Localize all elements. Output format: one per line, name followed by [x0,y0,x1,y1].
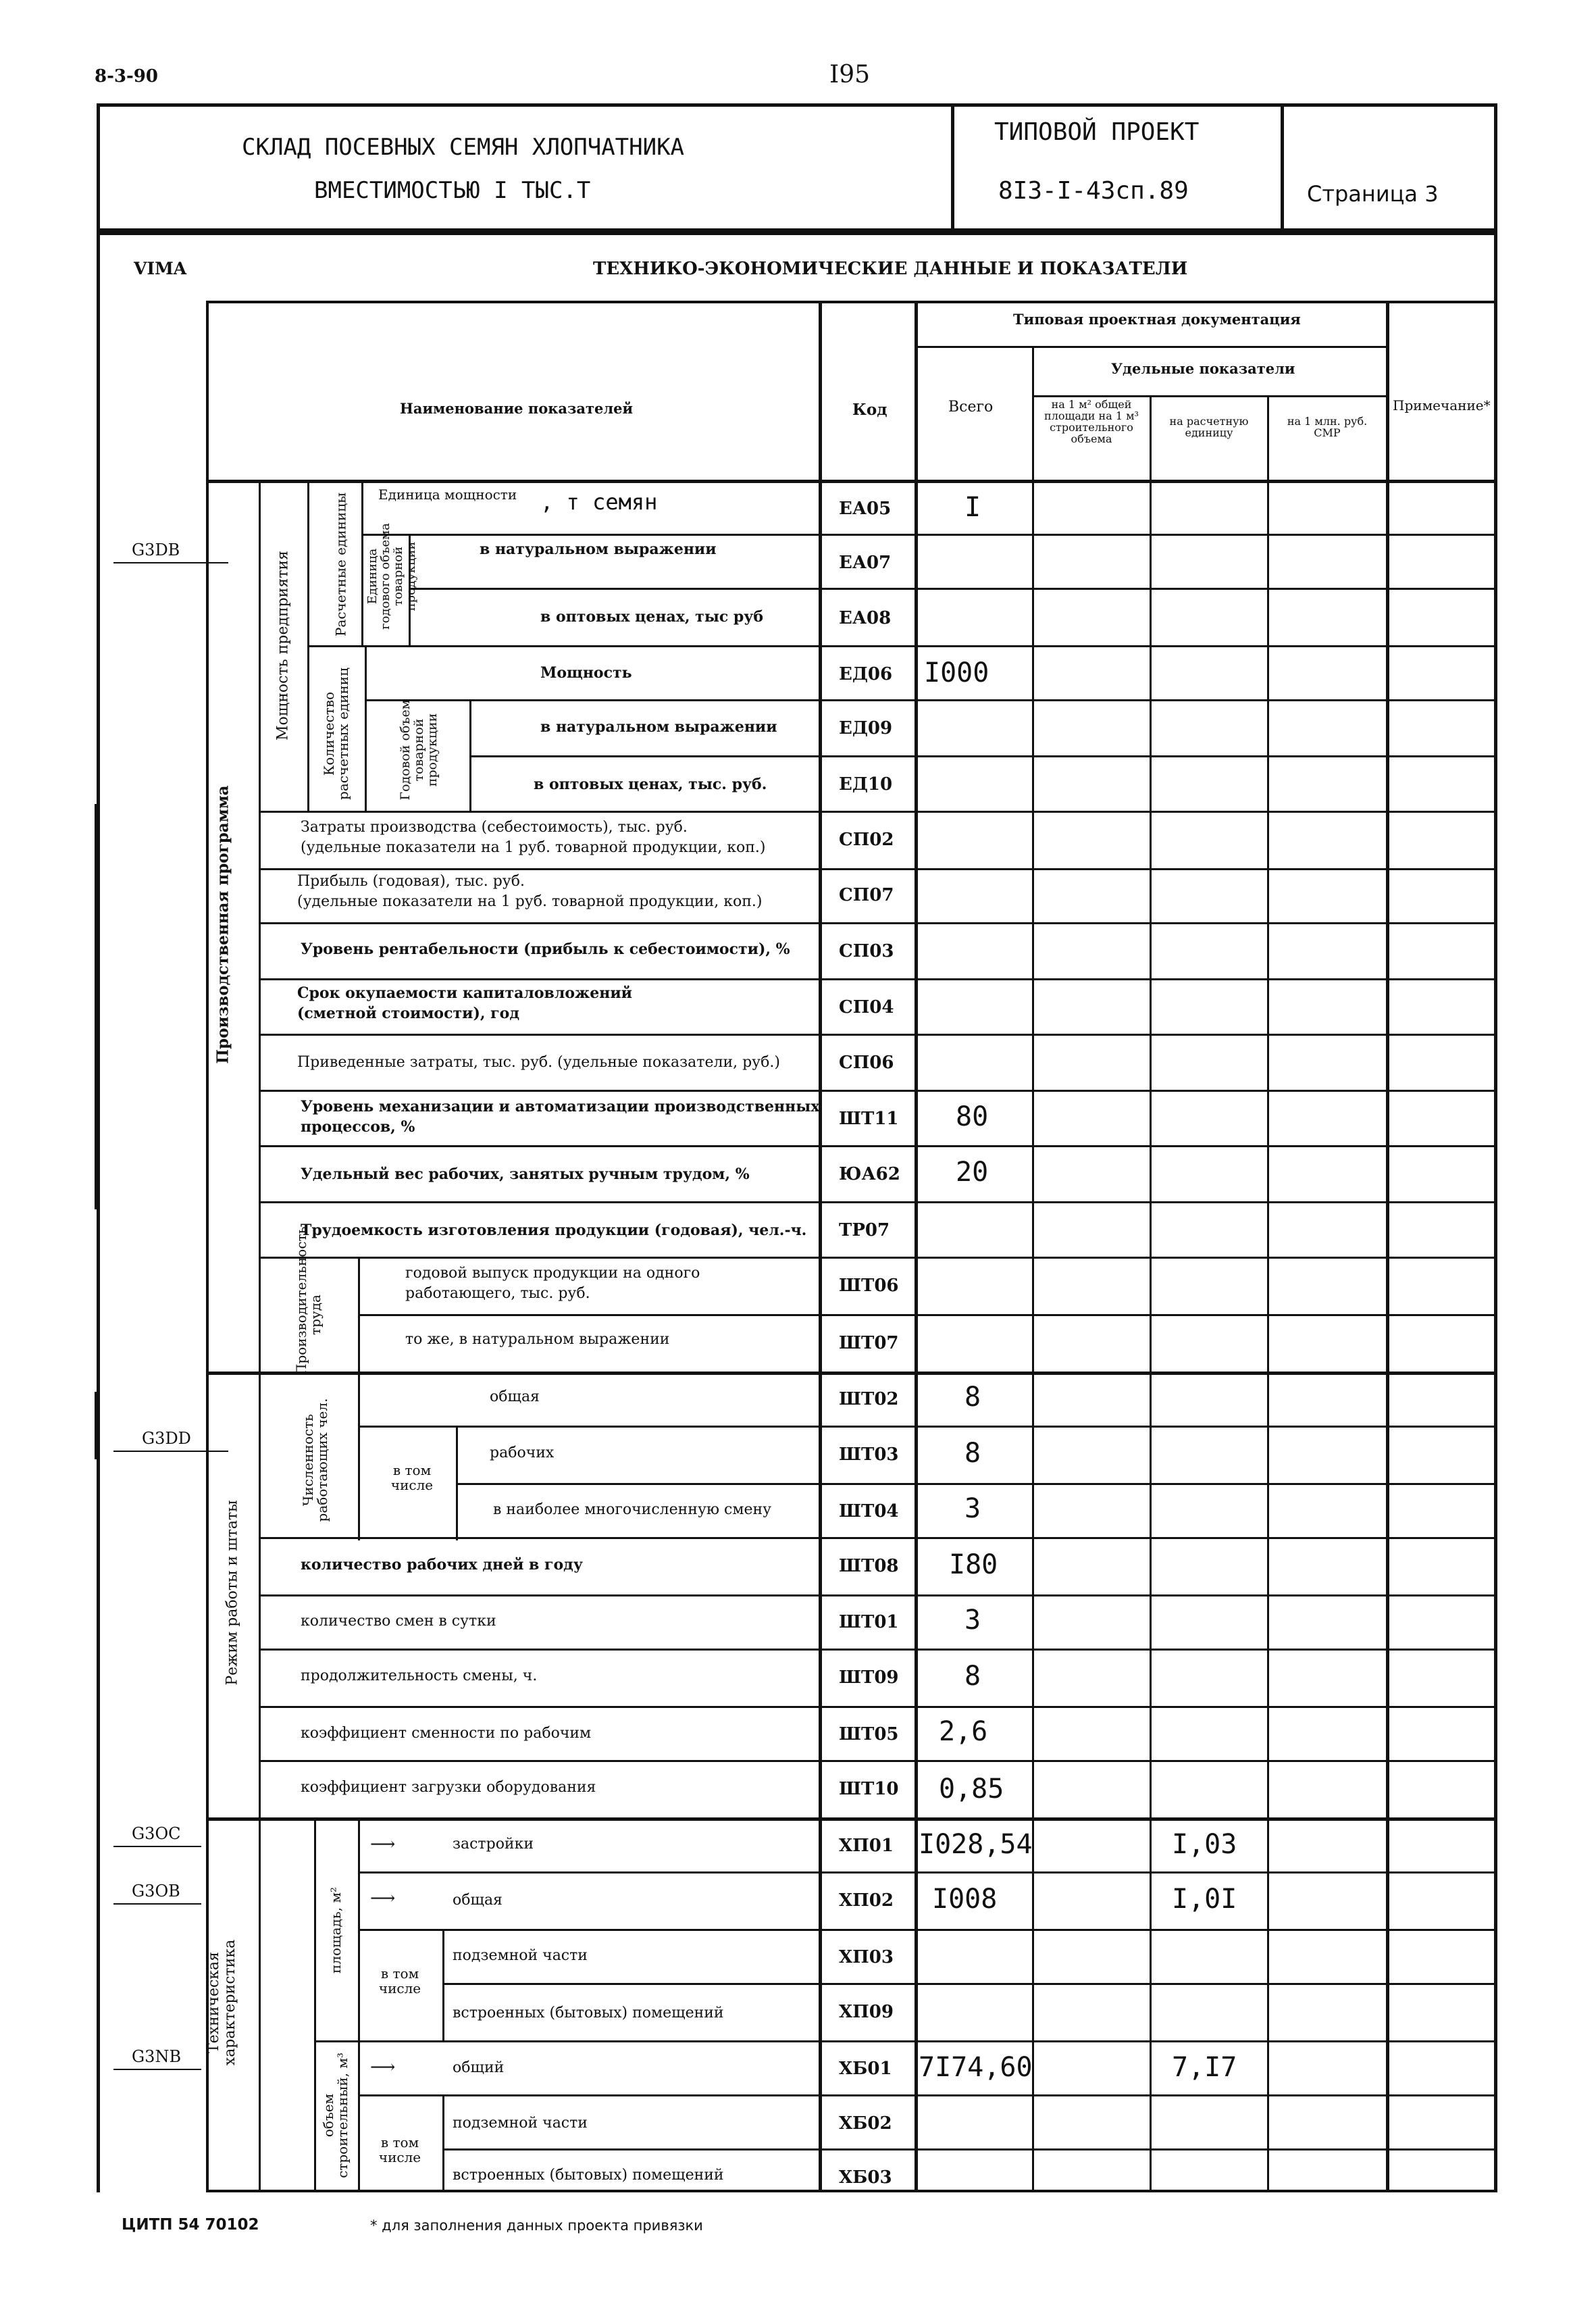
row-code: ШТ06 [839,1276,899,1296]
row-code: СП07 [839,885,894,905]
row-label: коэффициент загрузки оборудования [301,1779,596,1796]
row-code: ЕА07 [839,553,892,573]
row-label: Мощность [540,664,632,682]
row-code: ШТ08 [839,1556,899,1576]
row-label-2: работающего, тыс. руб. [405,1285,590,1302]
row-code: ХП02 [839,1890,894,1911]
row-label: Уровень рентабельности (прибыль к себестоимости), % [301,940,790,958]
row-unit: , т семян [540,489,658,515]
arrow-icon: ⟶ [370,1834,396,1855]
project-label: ТИПОВОЙ ПРОЕКТ [994,118,1200,146]
row-code: ШТ03 [839,1444,899,1465]
row-label: Срок окупаемости капиталовложений [297,984,632,1002]
row-label: то же, в натуральном выражении [405,1331,670,1348]
side-code-g3dd: G3DD [142,1429,191,1448]
row-total: 7I74,60 [919,2052,1033,2083]
row-total: 20 [956,1157,989,1188]
row-specific: 7,I7 [1172,2052,1237,2083]
row-label: в оптовых ценах, тыс руб [540,608,764,626]
row-label: Затраты производства (себестоимость), тыс. руб. [301,819,688,836]
arrow-icon: ⟶ [370,2057,396,2078]
group-capacity: Мощность предприятия [274,551,292,740]
row-code: ХП09 [839,2002,894,2022]
group-annual-unit: Единица годового объема товарной продукции [365,523,418,630]
row-code: ШТ02 [839,1389,899,1409]
project-code: 8I3-I-43сп.89 [998,177,1189,205]
row-code: ШТ05 [839,1724,899,1744]
row-total: I [964,492,981,523]
row-code: ШТ01 [839,1612,899,1632]
row-label: застройки [453,1836,534,1853]
label-incl-headcount: в том числе [390,1462,434,1493]
title-line-2: ВМЕСТИМОСТЬЮ I ТЫС.Т [314,177,591,204]
row-code: ЕД10 [839,774,893,795]
document-date: 8-3-90 [95,66,158,86]
col-per-smr-header: на 1 млн. руб. СМР [1287,415,1368,439]
row-total: I000 [924,657,989,688]
group-work-mode: Режим работы и штаты [224,1500,241,1686]
label-incl-volume: в том числе [378,2134,421,2165]
col-note-header: Примечание* [1393,397,1491,413]
row-label: в оптовых ценах, тыс. руб. [534,776,767,793]
row-code: ШТ09 [839,1667,899,1688]
label-incl-area: в том числе [378,1965,421,1996]
page-label: Страница 3 [1307,181,1439,207]
row-label: продолжительность смены, ч. [301,1667,538,1684]
row-label: встроенных (бытовых) помещений [453,2005,724,2021]
group-volume: объем строительный, м³ [320,2053,351,2178]
row-code: ХБ02 [839,2113,892,2134]
row-label: годовой выпуск продукции на одного [405,1265,700,1282]
row-label: Удельный вес рабочих, занятых ручным трудом, % [301,1165,750,1183]
row-label: рабочих [490,1444,555,1461]
title-line-1: СКЛАД ПОСЕВНЫХ СЕМЯН ХЛОПЧАТНИКА [242,134,685,161]
col-total-header: Всего [948,399,994,416]
row-specific: I,03 [1172,1829,1237,1860]
row-total: 8 [964,1661,981,1692]
col-per-area-header: на 1 м² общей площади на 1 м³ строительного объема [1044,398,1139,445]
row-total: I028,54 [919,1829,1033,1860]
side-code-g3oc: G3OC [132,1824,181,1843]
side-code-g3ob: G3OB [132,1882,180,1901]
group-labor-productivity: Производительность труда [293,1226,324,1376]
row-total: I80 [949,1549,998,1580]
row-code: ШТ04 [839,1501,899,1521]
row-code: СП03 [839,941,894,961]
row-code: СП02 [839,830,894,850]
col-doc-header: Типовая проектная документация [1013,311,1301,328]
row-label-2: процессов, % [301,1118,415,1136]
row-total: 8 [964,1382,981,1413]
row-total: 0,85 [939,1774,1004,1805]
footnote: * для заполнения данных проекта привязки [370,2217,703,2234]
row-code: ЕД06 [839,664,893,684]
row-label: Прибыль (годовая), тыс. руб. [297,873,525,890]
col-per-unit-header: на расчетную единицу [1169,415,1249,439]
section-title: ТЕХНИКО-ЭКОНОМИЧЕСКИЕ ДАННЫЕ И ПОКАЗАТЕЛИ [593,259,1188,279]
row-label: Единица мощности [378,486,517,503]
col-specific-header: Удельные показатели [1111,360,1295,377]
row-label: в наиболее многочисленную смену [493,1501,772,1518]
row-code: ШТ10 [839,1779,899,1799]
row-code: ХП03 [839,1947,894,1967]
row-code: ХП01 [839,1836,894,1856]
footer-code: ЦИТП 54 70102 [122,2216,259,2234]
row-code: ЮА62 [839,1164,900,1184]
row-label: Трудоемкость изготовления продукции (годовая), чел.-ч. [301,1222,807,1239]
row-total: 3 [964,1493,981,1524]
side-code-g3nb: G3NB [132,2047,182,2066]
row-code: ЕА05 [839,499,892,519]
row-total: 2,6 [939,1716,988,1747]
group-area: площадь, м² [328,1886,344,1974]
section-code: VIMA [134,259,187,278]
row-code: ЕА08 [839,608,892,628]
row-label: в натуральном выражении [540,718,777,736]
row-total: 80 [956,1101,989,1132]
row-label: встроенных (бытовых) помещений [453,2167,724,2184]
group-prod-program: Производственная программа [213,785,232,1064]
row-label: общая [490,1388,540,1405]
group-tech: Техническая характеристика [205,1939,238,2066]
row-total: I008 [932,1884,998,1915]
row-label: общий [453,2059,505,2076]
row-code: СП04 [839,997,894,1017]
row-code: ХБ03 [839,2167,892,2188]
title-block [97,103,1497,232]
row-label: подземной части [453,1947,588,1964]
col-name-header: Наименование показателей [400,400,634,417]
row-label: Уровень механизации и автоматизации производственных [301,1098,820,1115]
row-total: 3 [964,1605,981,1636]
row-code: ШТ11 [839,1109,899,1129]
row-label: Приведенные затраты, тыс. руб. (удельные показатели, руб.) [297,1054,780,1071]
group-calc-units: Расчетные единицы [332,492,349,637]
row-label-2: (сметной стоимости), год [297,1005,519,1022]
row-code: ХБ01 [839,2059,892,2079]
row-label: в натуральном выражении [480,540,717,558]
row-label: общая [453,1892,503,1909]
row-label: количество рабочих дней в году [301,1556,583,1574]
row-label: коэффициент сменности по рабочим [301,1725,592,1742]
group-count-units: Количество расчетных единиц [321,668,351,800]
row-label: подземной части [453,2115,588,2132]
side-code-g3db: G3DB [132,540,180,559]
row-label: количество смен в сутки [301,1613,496,1630]
row-total: 8 [964,1438,981,1469]
page-number: I95 [829,61,871,89]
row-label-2: (удельные показатели на 1 руб. товарной продукции, коп.) [297,893,763,910]
row-label-2: (удельные показатели на 1 руб. товарной продукции, коп.) [301,839,766,856]
arrow-icon: ⟶ [370,1888,396,1909]
row-code: СП06 [839,1053,894,1073]
row-specific: I,0I [1172,1884,1237,1915]
group-annual-volume: Годовой объем товарной продукции [398,699,440,801]
col-code-header: Код [852,401,887,419]
row-code: ТР07 [839,1220,890,1240]
group-headcount: Численность работающих чел. [300,1398,330,1522]
row-code: ЕД09 [839,718,893,738]
row-code: ШТ07 [839,1333,899,1353]
